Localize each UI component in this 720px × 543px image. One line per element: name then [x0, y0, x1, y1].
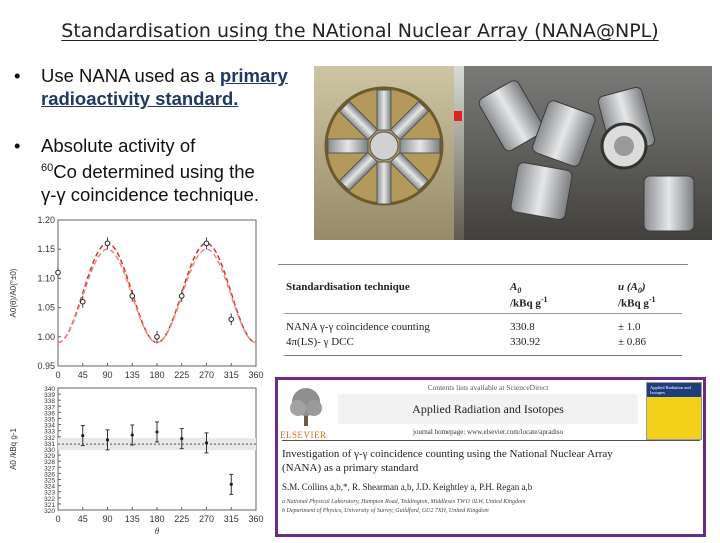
table-row-unc: ± 1.0 — [618, 321, 641, 333]
slide-title: Standardisation using the NAtional Nuclear Array (NANA@NPL) — [61, 20, 659, 42]
y-tick-label: 327 — [44, 465, 55, 473]
y-tick-label: 329 — [44, 453, 55, 461]
table-row-method: 4π(LS)- γ DCC — [286, 336, 354, 348]
header-rule — [282, 440, 700, 441]
elsevier-tree-logo — [284, 386, 328, 430]
col-activity-header: $A_0$ — [510, 281, 522, 296]
article-title-line1: Investigation of γ-γ coincidence counting using the National Nuclear Array — [282, 448, 613, 460]
y-tick-label: 328 — [44, 459, 55, 467]
x-tick-label: 360 — [248, 514, 264, 524]
x-axis-label: θ — [154, 526, 160, 536]
y-tick-label: 333 — [44, 428, 55, 436]
y-tick-label: 320 — [44, 508, 55, 515]
x-tick-label: 180 — [149, 514, 165, 524]
y-tick-label: 1.20 — [37, 215, 55, 225]
y-tick-label: 0.95 — [37, 361, 55, 371]
data-point — [230, 483, 233, 486]
data-point — [106, 438, 109, 441]
data-point — [204, 241, 209, 246]
bullet2-line1: Absolute activity of — [41, 135, 196, 156]
bullet1-text: Use NANA used as a — [41, 65, 220, 86]
x-tick-label: 315 — [223, 514, 239, 524]
x-tick-label: 360 — [248, 370, 264, 380]
x-tick-label: 135 — [124, 514, 140, 524]
data-point — [56, 270, 61, 275]
x-tick-label: 270 — [198, 514, 215, 524]
table-row-method: NANA γ-γ coincidence counting — [286, 321, 430, 333]
x-tick-label: 45 — [77, 370, 88, 380]
data-point — [130, 294, 135, 299]
bullet-marker: • — [14, 135, 21, 156]
x-tick-label: 90 — [102, 514, 113, 524]
y-tick-label: 325 — [44, 477, 55, 485]
primary-standard-link[interactable]: primary radioactivity standard. — [41, 65, 288, 109]
y-tick-label: 1.05 — [37, 302, 55, 313]
y-tick-label: 322 — [44, 495, 55, 503]
bullet-primary-standard — [14, 64, 314, 114]
y-tick-label: 335 — [44, 416, 55, 424]
data-point — [229, 317, 234, 322]
publisher-name: ELSEVIER — [280, 430, 327, 440]
data-point — [155, 430, 158, 433]
tree-icon — [284, 386, 328, 430]
x-tick-label: 45 — [77, 514, 88, 524]
isotope-superscript: 60 — [41, 162, 54, 174]
col-uncertainty-unit: /kBq $g^{-1}$ — [618, 295, 656, 310]
x-tick-label: 0 — [55, 514, 61, 524]
x-tick-label: 0 — [55, 370, 61, 380]
bullet-text — [41, 134, 259, 206]
data-point — [131, 433, 134, 436]
table-row-value: 330.92 — [510, 336, 541, 348]
standardisation-table — [278, 264, 688, 359]
y-tick-label: 332 — [44, 434, 55, 442]
y-tick-label: 330 — [44, 447, 55, 454]
data-point — [179, 294, 184, 299]
y-tick-label: 324 — [44, 483, 55, 491]
y-tick-label: 1.00 — [37, 331, 55, 342]
y-tick-label: 331 — [44, 440, 55, 448]
y-tick-label: 323 — [44, 489, 55, 497]
x-tick-label: 90 — [102, 370, 113, 380]
col-activity-unit: /kBq $g^{-1}$ — [510, 295, 548, 310]
angular-correlation-svg — [2, 210, 272, 382]
y-tick-label: 1.15 — [37, 244, 55, 255]
table-divider — [284, 313, 682, 314]
y-axis-label: A0 /kBq g-1 — [9, 428, 18, 470]
y-tick-label: 321 — [44, 501, 55, 509]
table-row-unc: ± 0.86 — [618, 336, 647, 348]
bullet2-line2: $^{60}$Co determined using the — [41, 161, 255, 183]
data-point — [105, 241, 110, 246]
y-tick-label: 340 — [44, 386, 55, 393]
nana-array-illustration — [314, 66, 712, 240]
bullet-text — [41, 64, 316, 110]
x-tick-label: 270 — [198, 370, 215, 380]
data-point — [81, 434, 84, 437]
contents-line: Contents lists available at ScienceDirect — [427, 383, 549, 392]
x-tick-label: 315 — [223, 370, 239, 380]
bullet2-line3: γ-γ coincidence technique. — [41, 184, 260, 206]
data-point — [80, 299, 85, 304]
journal-name: Applied Radiation and Isotopes — [412, 402, 564, 416]
angular-correlation-chart — [2, 210, 272, 382]
bullet-activity — [14, 134, 314, 209]
article-authors: S.M. Collins a,b,*, R. Shearman a,b, J.D. Keightley a, P.H. Regan a,b — [282, 482, 533, 492]
col-uncertainty-header: u $(A_0)$ — [618, 281, 646, 296]
data-point — [205, 441, 208, 444]
data-point — [180, 437, 183, 440]
col-technique-header: Standardisation technique — [286, 281, 410, 293]
journal-cover: Applied Radiation and Isotopes — [646, 382, 702, 440]
y-tick-label: 336 — [44, 410, 55, 418]
plot-frame — [58, 220, 256, 366]
x-tick-label: 135 — [124, 370, 140, 380]
y-tick-label: 334 — [44, 422, 55, 430]
activity-vs-angle-svg — [2, 382, 272, 538]
y-axis-label: A0(θ)/A0(°±0) — [9, 268, 18, 318]
article-title-line2: (NANA) as a primary standard — [282, 462, 419, 474]
y-tick-label: 337 — [44, 404, 55, 412]
y-tick-label: 1.10 — [37, 273, 55, 284]
bullet-marker: • — [14, 65, 21, 86]
data-point — [155, 335, 160, 340]
x-tick-label: 225 — [174, 370, 190, 380]
x-tick-label: 225 — [174, 514, 190, 524]
y-tick-label: 338 — [44, 398, 55, 406]
activity-vs-angle-chart — [2, 382, 272, 538]
affiliation-1: a National Physical Laboratory, Hampton Road, Teddington, Middlesex TW11 0LW, United Kingdom — [282, 499, 526, 505]
affiliation-2: b Department of Physics, University of Surrey, Guildford, GU2 7XH, United Kingdom — [282, 508, 489, 514]
table-bottom-rule — [284, 355, 682, 356]
journal-homepage: journal homepage: www.elsevier.com/locate/apradiso — [413, 428, 563, 436]
nana-array-photo — [314, 66, 712, 240]
x-tick-label: 180 — [149, 370, 165, 380]
y-tick-label: 326 — [44, 471, 55, 479]
journal-article-snapshot — [275, 377, 706, 537]
table-row-value: 330.8 — [510, 321, 535, 333]
y-tick-label: 339 — [44, 392, 55, 400]
